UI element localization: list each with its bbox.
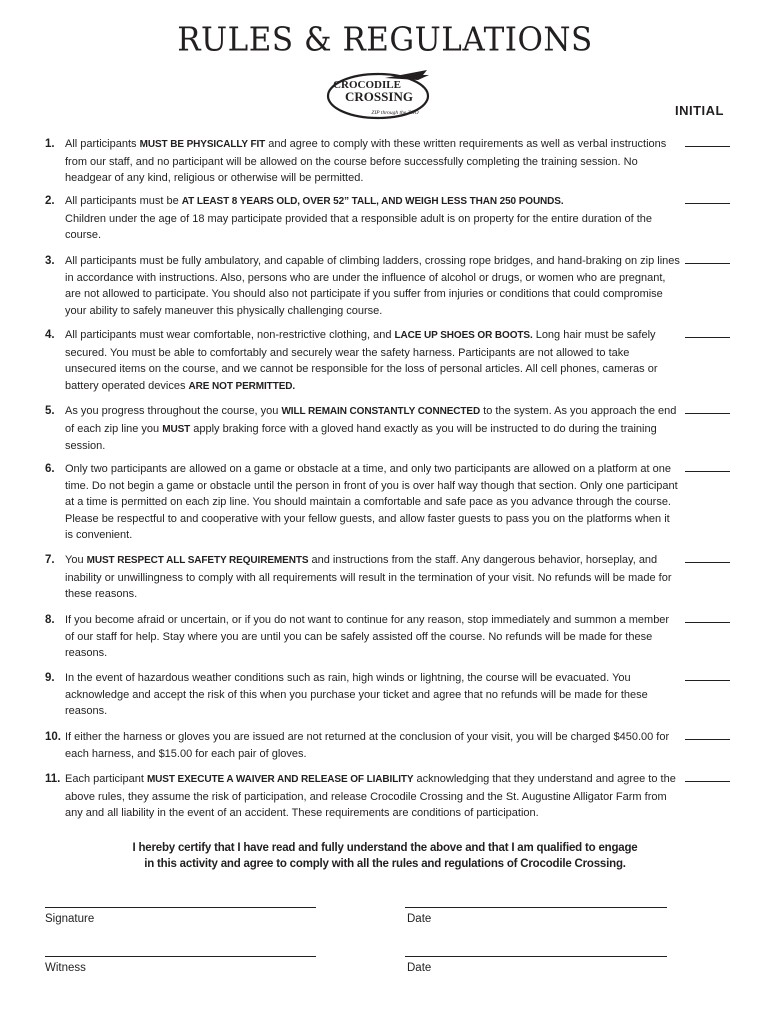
witness-date-label: Date (407, 962, 432, 974)
initial-line[interactable] (685, 680, 730, 681)
initial-column-header: INITIAL (675, 103, 724, 118)
rule-text: You MUST RESPECT ALL SAFETY REQUIREMENTS and instructions from the staff. Any dangerous behavior, horseplay, and inability or unwillingness to comply with all requirements will result in the termination of your visit. No refunds will be made for these reasons. (65, 554, 672, 600)
witness-line[interactable] (45, 956, 316, 957)
rule-number: 7. (45, 554, 55, 566)
rule-text: Only two participants are allowed on a game or obstacle at a time, and only two participants are allowed on a platform at one time. Do not begin a game or obstacle until the person in front of you is over half way though that section. Only one participant at a time is permitted on each zip line. You should maintain a comfortable and safe pace as you advance through the course. Please be respectful to and cooperative with your fellow guests, and allow faster guests to pass you on the platforms when it is convenient. (65, 463, 678, 541)
certification-statement (0, 840, 770, 872)
rule-text: All participants must wear comfortable, non-restrictive clothing, and LACE UP SHOES OR BOOTS. Long hair must be safely secured. You must be able to comfortably and securely wear the safety harness. Participants are not allowed to take unsecured items on the course, and we cannot be responsible for the loss of personal articles. All cell phones, cameras or battery operated devices ARE NOT PERMITTED. (65, 329, 658, 392)
initial-line[interactable] (685, 203, 730, 204)
rule-number: 3. (45, 255, 55, 267)
initial-line[interactable] (685, 739, 730, 740)
initial-line[interactable] (685, 263, 730, 264)
svg-text:ZIP through the ZOO: ZIP through the ZOO (371, 110, 419, 116)
initial-line[interactable] (685, 146, 730, 147)
certification-line-2: in this activity and agree to comply with all the rules and regulations of Crocodile Crossing. (144, 858, 626, 870)
rule-emphasis: WILL REMAIN CONSTANTLY CONNECTED (281, 406, 481, 417)
page-title: RULES & REGULATIONS (177, 21, 593, 59)
rule-emphasis: MUST RESPECT ALL SAFETY REQUIREMENTS (86, 555, 309, 566)
rule-text: As you progress throughout the course, you WILL REMAIN CONSTANTLY CONNECTED to the system. As you approach the end of each zip line you MUST apply braking force with a gloved hand exactly as you will be instructed to do during the training session. (65, 405, 677, 452)
rule-emphasis: ARE NOT PERMITTED. (188, 380, 296, 392)
signature-date-label: Date (407, 913, 432, 925)
signature-line[interactable] (45, 907, 316, 908)
rule-number: 6. (45, 463, 55, 475)
initial-line[interactable] (685, 622, 730, 623)
rule-text: If you become afraid or uncertain, or if you do not want to continue for any reason, stop immediately and summon a member of our staff for help. Stay where you are until you can be safely assisted off the course. No refunds will be made for these reasons. (65, 614, 670, 659)
rule-text: In the event of hazardous weather conditions such as rain, high winds or lightning, the course will be evacuated. You acknowledge and accept the risk of this when you purchase your ticket and agree that no refunds will be made for these reasons. (65, 672, 648, 717)
initial-line[interactable] (685, 781, 730, 782)
certification-line-1: I hereby certify that I have read and fully understand the above and that I am qualified to engage (132, 842, 638, 854)
rule-emphasis: MUST EXECUTE A WAIVER AND RELEASE OF LIABILITY (146, 774, 414, 785)
initial-line[interactable] (685, 471, 730, 472)
rule-number: 10. (45, 731, 61, 743)
crocodile-crossing-logo (323, 66, 433, 122)
initial-line[interactable] (685, 562, 730, 563)
svg-text:CROSSING: CROSSING (345, 89, 413, 104)
rule-emphasis: AT LEAST 8 YEARS OLD, OVER 52” TALL, AND WEIGH LESS THAN 250 POUNDS. (181, 196, 564, 207)
initial-line[interactable] (685, 337, 730, 338)
svg-text:CROCODILE: CROCODILE (333, 79, 401, 91)
witness-label: Witness (45, 962, 86, 974)
signature-date-line[interactable] (405, 907, 667, 908)
rule-emphasis: MUST BE PHYSICALLY FIT (139, 139, 266, 150)
rule-number: 9. (45, 672, 55, 684)
witness-date-line[interactable] (405, 956, 667, 957)
signature-label: Signature (45, 913, 95, 925)
rule-emphasis: MUST (162, 423, 191, 435)
rule-emphasis: LACE UP SHOES OR BOOTS. (394, 330, 533, 341)
rule-number: 5. (45, 405, 55, 417)
rule-number: 8. (45, 614, 55, 626)
rule-text: All participants must be fully ambulatory, and capable of climbing ladders, crossing rope bridges, and hand-braking on zip lines in accordance with instructions. Also, persons who are under the influence of alcohol or drugs, or women who are pregnant, are not allowed to participate. You should also not participate if you suffer from injuries or conditions that could compromise your ability to safely maneuver this physically challenging course. (65, 255, 680, 317)
rule-text: All participants must be AT LEAST 8 YEARS OLD, OVER 52” TALL, AND WEIGH LESS THAN 250 POUNDS. Children under the age of 18 may participate provided that a responsible adult is on property for the entire duration of the course. (65, 195, 653, 241)
rule-number: 11. (45, 773, 61, 785)
rule-number: 4. (45, 329, 55, 341)
rule-text: All participants MUST BE PHYSICALLY FIT and agree to comply with these written requirements as well as verbal instructions from our staff, and no participant will be allowed on the course before successfully completing the training session. No headgear of any kind, religious or otherwise will be permitted. (65, 138, 667, 184)
initial-line[interactable] (685, 413, 730, 414)
rule-text: If either the harness or gloves you are issued are not returned at the conclusion of your visit, you will be charged $450.00 for each harness, and $15.00 for each pair of gloves. (65, 731, 670, 760)
rule-number: 1. (45, 138, 55, 150)
rule-number: 2. (45, 195, 55, 207)
rule-text: Each participant MUST EXECUTE A WAIVER AND RELEASE OF LIABILITY acknowledging that they understand and agree to the above rules, they assume the risk of participation, and release Crocodile Crossing and the St. Augustine Alligator Farm from any and all liability in the event of an accident. These requirements are conditions of participation. (65, 773, 676, 819)
